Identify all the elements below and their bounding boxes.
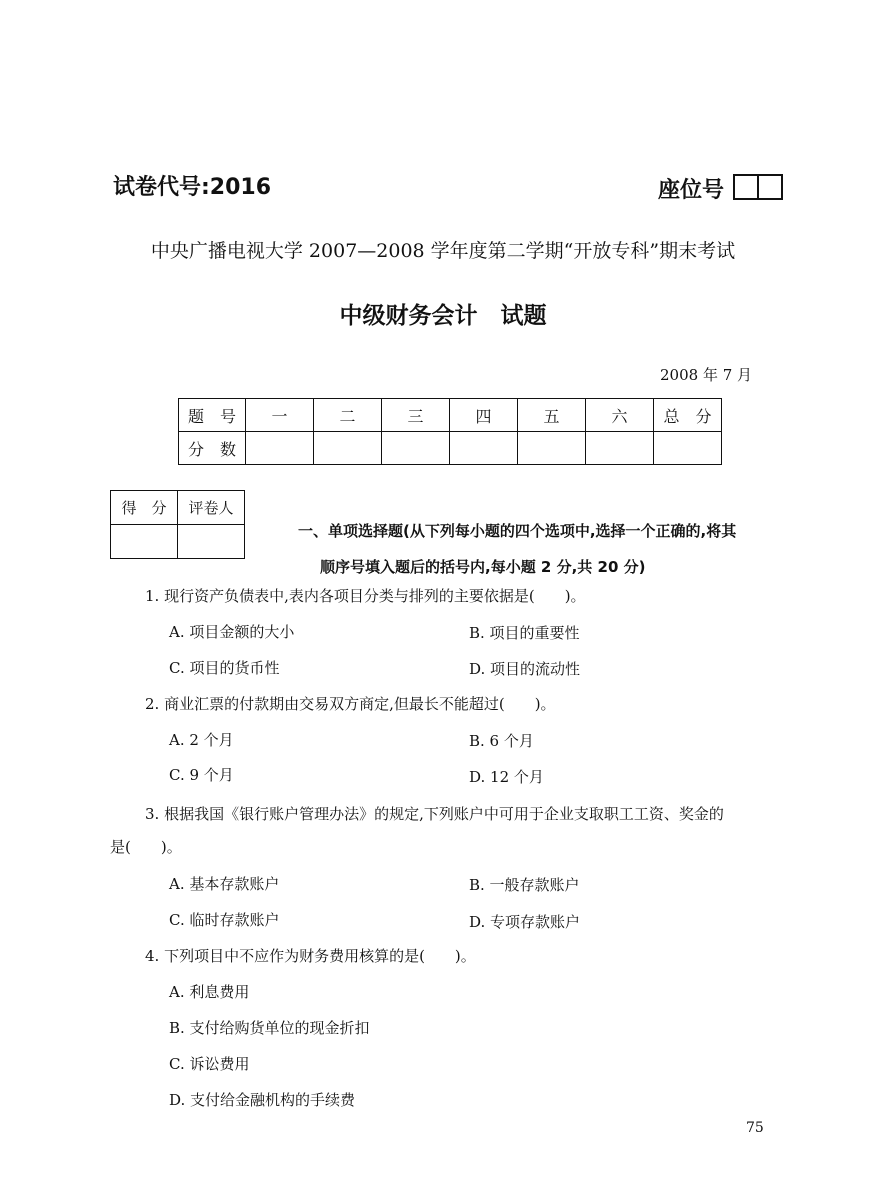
score-table-cell: 总 分 [654, 399, 722, 432]
score-blank-cell [382, 432, 450, 465]
score-blank-cell [450, 432, 518, 465]
option: C. 临时存款账户 [169, 911, 280, 929]
score-table-score-row [179, 432, 722, 465]
score-table-header-row [179, 399, 722, 432]
score-table-cell: 题 号 [179, 399, 246, 432]
option: D. 支付给金融机构的手续费 [169, 1091, 356, 1109]
section-title [298, 513, 736, 585]
grader-table-cell: 评卷人 [178, 491, 245, 525]
score-table-cell: 四 [450, 399, 518, 432]
question-text: 3. 根据我国《银行账户管理办法》的规定,下列账户中可用于企业支取职工工资、奖金的 [145, 805, 724, 823]
seat-number-label: 座位号 [658, 178, 725, 203]
option: A. 利息费用 [169, 983, 250, 1001]
option: B. 一般存款账户 [469, 876, 580, 894]
score-blank-cell [518, 432, 586, 465]
score-table-cell: 三 [382, 399, 450, 432]
score-table-cell: 二 [314, 399, 382, 432]
section-title-line: 一、单项选择题(从下列每小题的四个选项中,选择一个正确的,将其 [298, 522, 737, 540]
subject-title: 中级财务会计 试题 [339, 303, 547, 329]
score-blank-cell [314, 432, 382, 465]
option: C. 项目的货币性 [169, 659, 280, 677]
paper-code: 试卷代号:2016 [113, 175, 272, 200]
score-table [178, 398, 722, 465]
score-table-cell: 六 [586, 399, 654, 432]
question-text-continued: 是( )。 [110, 838, 182, 856]
score-table-cell: 一 [246, 399, 314, 432]
option: B. 6 个月 [469, 732, 534, 750]
option: B. 支付给购货单位的现金折扣 [169, 1019, 370, 1037]
option: D. 项目的流动性 [469, 660, 581, 678]
seat-number-boxes [733, 174, 783, 200]
option: B. 项目的重要性 [469, 624, 580, 642]
exam-date: 2008 年 7 月 [660, 366, 753, 384]
question-text: 2. 商业汇票的付款期由交易双方商定,但最长不能超过( )。 [145, 695, 556, 713]
grader-table [110, 490, 245, 559]
option: A. 基本存款账户 [169, 875, 280, 893]
score-table-cell: 五 [518, 399, 586, 432]
option: D. 专项存款账户 [469, 913, 581, 931]
score-blank-cell [654, 432, 722, 465]
score-blank-cell [246, 432, 314, 465]
grader-blank-cell [178, 525, 245, 559]
grader-table-cell: 得 分 [111, 491, 178, 525]
exam-title: 中央广播电视大学 2007—2008 学年度第二学期“开放专科”期末考试 [150, 240, 736, 262]
grader-blank-cell [111, 525, 178, 559]
score-table-cell: 分 数 [179, 432, 246, 465]
option: A. 2 个月 [169, 731, 234, 749]
option: A. 项目金额的大小 [169, 623, 295, 641]
score-blank-cell [586, 432, 654, 465]
question-text: 1. 现行资产负债表中,表内各项目分类与排列的主要依据是( )。 [145, 587, 586, 605]
option: D. 12 个月 [469, 768, 544, 786]
option: C. 诉讼费用 [169, 1055, 250, 1073]
page-number: 75 [746, 1120, 764, 1136]
question-text: 4. 下列项目中不应作为财务费用核算的是( )。 [145, 947, 476, 965]
option: C. 9 个月 [169, 766, 234, 784]
section-title-line: 顺序号填入题后的括号内,每小题 2 分,共 20 分) [320, 558, 646, 576]
